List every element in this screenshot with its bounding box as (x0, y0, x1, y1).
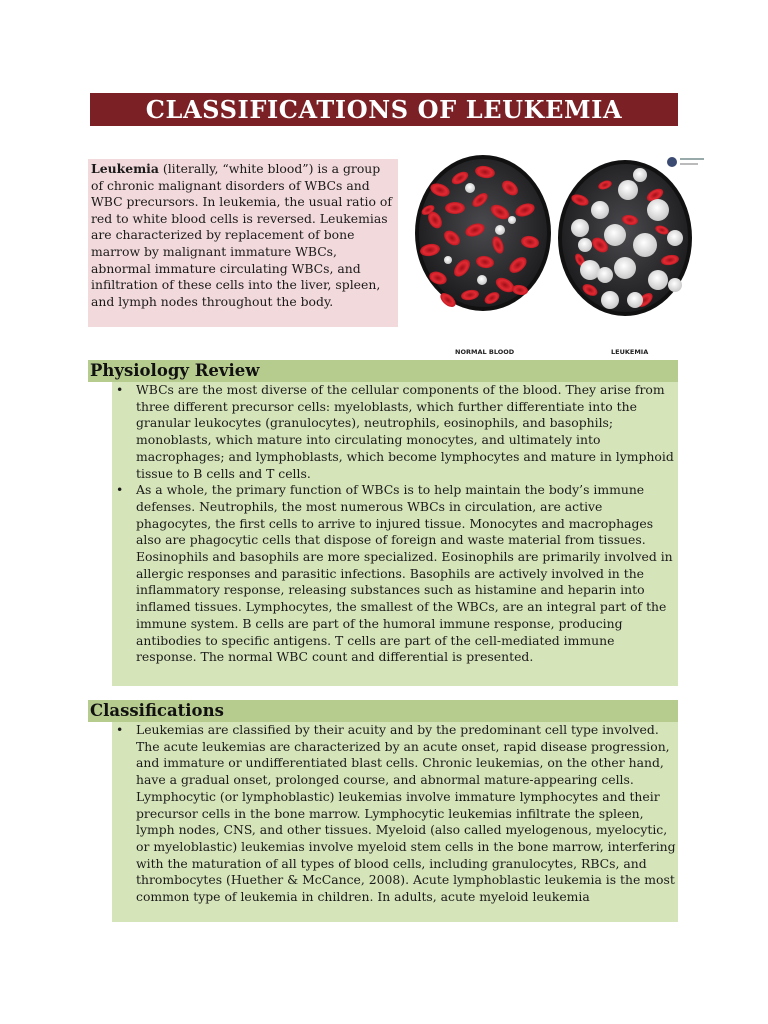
physiology-bullet: • WBCs are the most diverse of the cellular components of the blood. They arise from three different precursor cells: myeloblasts, which further differentiate into the granular leukocytes (granulocytes), neutrophils, eosinophils, and basophils; monoblasts, which mature into circulating monocytes, and ultimately into macrophages; and lymphoblasts, which become lymphocytes and mature in lymphoid tissue to B cells and T cells. (112, 382, 676, 482)
white-blood-cell (444, 256, 452, 264)
intro-definition (88, 159, 398, 327)
white-blood-cell (614, 257, 636, 279)
white-blood-cell (591, 201, 609, 219)
intro-term: Leukemia (91, 161, 159, 176)
white-blood-cell (571, 219, 589, 237)
red-blood-cell (445, 202, 465, 214)
classifications-section (112, 722, 678, 922)
publisher-logo (667, 157, 704, 167)
white-blood-cell (477, 275, 487, 285)
white-blood-cell (668, 278, 682, 292)
blood-comparison-illustration (400, 150, 710, 360)
classifications-bullet: • Leukemias are classified by their acuity and by the predominant cell type involved. The acute leukemias are characterized by an acute onset, rapid disease progression, and immature or undifferentiated blast cells. Chronic leukemias, on the other hand, have a gradual onset, prolonged course, and abnormal mature-appearing cells. Lymphocytic (or lymphoblastic) leukemias involve immature lymphocytes and their precursor cells in the bone marrow. Lymphocytic leukemias infiltrate the spleen, lymph nodes, CNS, and other tissues. Myeloid (also called myelogenous, myelocytic, or myeloblastic) leukemias involve myeloid stem cells in the bone marrow, interfering with the maturation of all types of blood cells, including granulocytes, RBCs, and thrombocytes (Huether & McCance, 2008). Acute lymphoblastic leukemia is the most common type of leukemia in children. In adults, acute myeloid leukemia (112, 722, 676, 906)
physiology-heading: Physiology Review (88, 360, 678, 382)
white-blood-cell (648, 270, 668, 290)
white-blood-cell (604, 224, 626, 246)
white-blood-cell (597, 267, 613, 283)
leukemia-caption: LEUKEMIA (611, 348, 649, 356)
intro-text: (literally, “white blood”) is a group of chronic malignant disorders of WBCs and WBC precursors. In leukemia, the usual ratio of red to white blood cells is reversed. Leukemias are characterized by replacement of bone marrow by malignant immature WBCs, abnormal immature circulating WBCs, and infiltration of these cells into the liver, spleen, and lymph nodes throughout the body. (91, 161, 392, 309)
white-blood-cell (633, 233, 657, 257)
white-blood-cell (633, 168, 647, 182)
white-blood-cell (627, 292, 643, 308)
white-blood-cell (508, 216, 516, 224)
blood-comparison-figure (400, 150, 710, 360)
white-blood-cell (465, 183, 475, 193)
page-title: CLASSIFICATIONS OF LEUKEMIA (90, 93, 678, 126)
white-blood-cell (578, 238, 592, 252)
classifications-heading: Classifications (88, 700, 678, 722)
white-blood-cell (618, 180, 638, 200)
physiology-bullet: • As a whole, the primary function of WBCs is to help maintain the body’s immune defenses. Neutrophils, the most numerous WBCs in circulation, are active phagocytes, the first cells to arrive to injured tissue. Monocytes and macrophages also are phagocytic cells that dispose of foreign and waste material from tissues. Eosinophils and basophils are more specialized. Eosinophils are primarily involved in allergic responses and parasitic infections. Basophils are actively involved in the inflammatory response, releasing substances such as histamine and heparin into inflamed tissues. Lymphocytes, the smallest of the WBCs, are an integral part of the immune system. B cells are part of the humoral immune response, producing antibodies to specific antigens. T cells are part of the cell-mediated immune response. The normal WBC count and differential is presented. (112, 482, 676, 666)
white-blood-cell (647, 199, 669, 221)
white-blood-cell (580, 260, 600, 280)
white-blood-cell (601, 291, 619, 309)
white-blood-cell (667, 230, 683, 246)
normal-blood-dish (415, 155, 551, 311)
physiology-section (112, 382, 678, 686)
leukemia-dish (558, 160, 692, 316)
white-blood-cell (495, 225, 505, 235)
normal-blood-caption: NORMAL BLOOD (455, 348, 515, 356)
